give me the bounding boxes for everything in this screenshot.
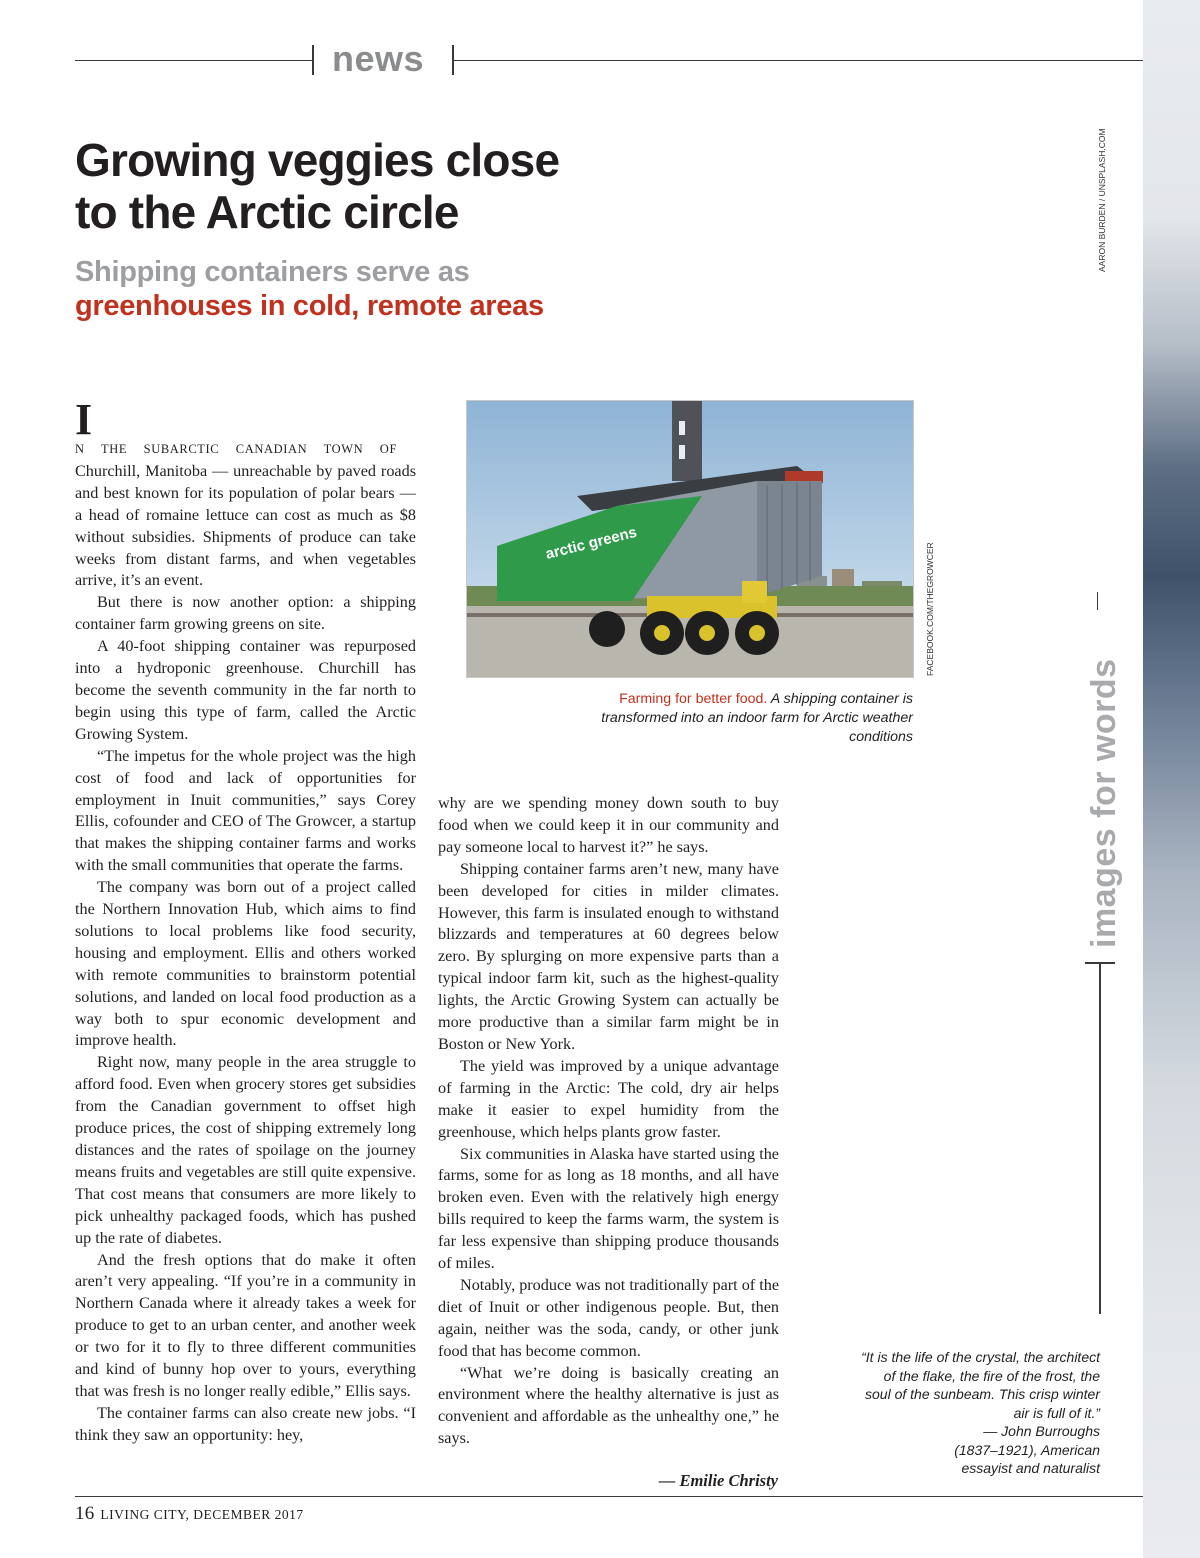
quote-years: (1837–1921), American [954, 1441, 1100, 1458]
paragraph: Notably, produce was not traditionally part of the diet of Inuit or other indigenous people. But, then again, neither was the soda, candy, or other junk food that has become common. [438, 1275, 780, 1360]
paragraph: Shipping container farms aren’t new, many have been developed for cities in milder climates. However, this farm is insulated enough to withstand blizzards and temperatures at 60 degrees below zero. By splurging on more expensive parts than a typical indoor farm kit, such as the highest-quality lights, the Arctic Growing System can actually be more productive than a similar farm might be in Boston or New York. [438, 859, 779, 1053]
paragraph: “The impetus for the whole project was the high cost of food and lack of opportunities for employment in Inuit communities,” says Corey Ellis, cofounder and CEO of The Growcer, a startup that makes the shipping container farms and works with the small communities that operate the farms. [75, 746, 416, 875]
headline-line-1: Growing veggies close [75, 134, 560, 186]
paragraph: And the fresh options that do make it often aren’t very appealing. “If you’re in a community in Northern Canada where it already takes a week for produce to get to an urban center, and another week or two for it to fly to three different communities and kind of bunny hop over to yours, everything that was fresh is no longer really edible,” Ellis says. [75, 1250, 416, 1400]
subhead-gray: Shipping containers serve as [75, 256, 470, 288]
page-footer [75, 1503, 304, 1525]
lead-in-smallcaps: N THE SUBARCTIC CANADIAN TOWN OF [75, 442, 397, 456]
quote-author: — John Burroughs [983, 1423, 1100, 1439]
paragraph: The container farms can also create new jobs. “I think they saw an opportunity: hey, [75, 1403, 416, 1444]
header-tick-left [312, 45, 314, 75]
publication-line: LIVING CITY, DECEMBER 2017 [100, 1507, 304, 1522]
container-lift-illustration [467, 401, 913, 677]
header-rule-left [75, 60, 312, 61]
sidebar-tick-top [1084, 595, 1112, 596]
paragraph-text: Churchill, Manitoba — unreachable by paved roads and best known for its population of polar bears — a head of romaine lettuce can cost as much as $8 without subsidies. Shipments of produce can take weeks from distant farms, and when vegetables arrive, it’s an event. [75, 461, 416, 590]
caption-lead: Farming for better food. [619, 691, 768, 707]
photo-credit: FACEBOOK.COM/THEGROWCER [925, 542, 935, 676]
paragraph: A 40-foot shipping container was repurposed into a hydroponic greenhouse. Churchill has become the seventh community in the far north to begin using this type of farm, called the Arctic Growing System. [75, 637, 416, 743]
headline [75, 134, 559, 238]
paragraph: But there is now another option: a shipping container farm growing greens on site. [75, 593, 416, 634]
container-brand-text: arctic greens [543, 523, 639, 563]
strip-photo-credit: AARON BURDEN / UNSPLASH.COM [1097, 128, 1107, 272]
byline: — Emilie Christy [658, 1471, 778, 1490]
article-column-2 [438, 793, 779, 1450]
footer-rule [75, 1496, 1143, 1497]
headline-line-2: to the Arctic circle [75, 186, 459, 238]
article-column-1 [75, 395, 416, 1447]
paragraph: The company was born out of a project called the Northern Innovation Hub, which aims to find solutions to local problems like food security, housing and employment. Ellis and others worked with remote communities to brainstorm potential solutions, and landed on local food production as a way both to spur economic development and improve health. [75, 878, 416, 1050]
paragraph: The yield was improved by a unique advantage of farming in the Arctic: The cold, dry air helps make it easier to expel humidity from the greenhouse, which helps plants grow faster. [438, 1056, 779, 1141]
side-photo-strip [1143, 0, 1200, 1558]
photo-caption [600, 690, 913, 747]
paragraph: why are we spending money down south to buy food when we could keep it in our community and pay someone local to harvest it?” he says. [438, 794, 779, 856]
subhead-red: greenhouses in cold, remote areas [75, 290, 544, 322]
header-rule-right [452, 60, 1143, 61]
quote-text: “It is the life of the crystal, the architect of the flake, the fire of the frost, the soul of the sunbeam. This crisp winter air is full of it.” [861, 1349, 1100, 1421]
caption-text: A shipping container is transformed into an indoor farm for Arctic weather conditions [601, 691, 913, 745]
article-photo [466, 400, 914, 678]
quote-description: essayist and naturalist [961, 1460, 1100, 1476]
sidebar-vertical-rule [1099, 962, 1101, 1314]
paragraph: “What we’re doing is basically creating an environment where the healthy alternative is just as convenient and affordable as the unhealthy one,” he says. [438, 1363, 779, 1448]
section-label: news [332, 38, 425, 79]
paragraph: Six communities in Alaska have started using the farms, some for as long as 18 months, and all have broken even. Even with the relatively high energy bills required to keep the farms warm, the system is far less expensive than shipping produce thousands of miles. [438, 1144, 779, 1273]
sidebar-tick-top-mark [1097, 592, 1098, 610]
drop-cap: I [75, 395, 93, 444]
paragraph: Right now, many people in the area struggle to afford food. Even when grocery stores get subsidies from the Canadian government to offset high produce prices, the cost of shipping extremely long distances and the rates of spoilage on the journey means fruits and vegetables are still quite expensive. That cost means that consumers are more likely to pick unhealthy packaged foods, which has pushed up the rate of diabetes. [75, 1053, 416, 1247]
paragraph [75, 395, 416, 592]
page-number: 16 [75, 1503, 95, 1524]
sidebar-label: images for words [1085, 658, 1123, 948]
pull-quote [860, 1348, 1100, 1478]
